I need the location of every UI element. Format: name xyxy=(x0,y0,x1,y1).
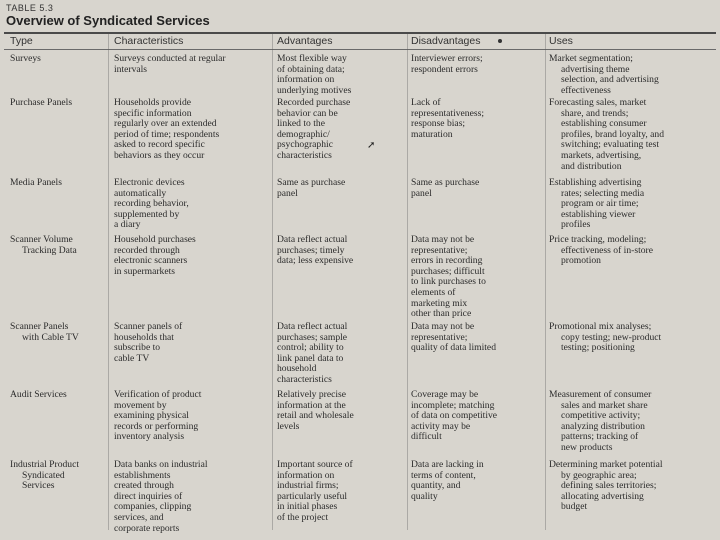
cell-line: Data may not be xyxy=(411,321,475,332)
cell-line: Services xyxy=(22,480,55,492)
cell-line: budget xyxy=(561,501,588,513)
cell-characteristics xyxy=(114,54,274,75)
header-uses: Uses xyxy=(549,35,573,47)
cell-line: Establishing advertising xyxy=(549,177,642,188)
cell-line: rates; selecting media xyxy=(561,187,645,199)
cell-line: effectiveness xyxy=(561,84,611,96)
column-divider xyxy=(108,34,109,530)
cell-line: Tracking Data xyxy=(22,244,77,256)
cell-uses xyxy=(549,390,715,454)
cell-line: representative; xyxy=(411,244,468,256)
cell-line: activity may be xyxy=(411,420,471,432)
cell-disadvantages xyxy=(411,322,541,354)
header-disadvantages xyxy=(411,35,502,47)
cell-line: markets, advertising, xyxy=(561,149,642,161)
column-divider xyxy=(545,34,546,530)
cell-line: behavior can be xyxy=(277,107,338,119)
cell-line: linked to the xyxy=(277,118,325,130)
cell-uses xyxy=(549,178,715,231)
cell-line: information on xyxy=(277,469,335,481)
cell-line: defining sales territories; xyxy=(561,480,657,492)
cell-line: purchases; timely xyxy=(277,244,345,256)
cell-type xyxy=(10,390,108,401)
table-label: TABLE 5.3 xyxy=(6,3,54,13)
cell-line: to link purchases to xyxy=(411,276,486,288)
cell-line: Data are lacking in xyxy=(411,459,484,470)
cell-line: analyzing distribution xyxy=(561,420,645,432)
cell-line: subscribe to xyxy=(114,342,161,354)
cell-line: switching; evaluating test xyxy=(561,139,660,151)
cell-line: corporate reports xyxy=(114,522,180,534)
cell-line: services, and xyxy=(114,511,164,523)
cell-line: companies, clipping xyxy=(114,501,192,513)
cell-line: quality of data limited xyxy=(411,342,496,354)
cell-type xyxy=(10,460,108,492)
cell-line: Households provide xyxy=(114,97,192,108)
cell-line: and distribution xyxy=(561,160,622,172)
cell-line: with Cable TV xyxy=(22,331,79,343)
cell-line: effectiveness of in-store xyxy=(561,244,653,256)
cell-line: Forecasting sales, market xyxy=(549,97,647,108)
cell-line: regularly over an extended xyxy=(114,118,217,130)
cell-line: household xyxy=(277,363,317,375)
cell-line: movement by xyxy=(114,399,167,411)
cell-advantages xyxy=(277,235,405,267)
cell-line: quantity, and xyxy=(411,480,461,492)
cell-disadvantages xyxy=(411,390,541,443)
cell-line: created through xyxy=(114,480,174,492)
cell-line: respondent errors xyxy=(411,63,478,75)
cell-line: Scanner panels of xyxy=(114,321,183,332)
cell-line: of the project xyxy=(277,511,329,523)
cell-type xyxy=(10,178,108,189)
cell-line: asked to record specific xyxy=(114,139,205,151)
cell-line: share, and trends; xyxy=(561,107,629,119)
cell-line: panel xyxy=(277,187,298,199)
cell-line: difficult xyxy=(411,431,442,443)
cell-line: records or performing xyxy=(114,420,199,432)
header-disadvantages-label: Disadvantages xyxy=(411,35,481,47)
cell-line: Most flexible way xyxy=(277,53,347,64)
cell-line: other than price xyxy=(411,308,472,320)
cell-characteristics xyxy=(114,390,274,443)
table-title: Overview of Syndicated Services xyxy=(6,13,210,28)
cell-line: advertising theme xyxy=(561,63,630,75)
cell-line: Data may not be xyxy=(411,234,475,245)
cell-line: establishing consumer xyxy=(561,118,647,130)
cell-line: characteristics xyxy=(277,149,332,161)
cell-line: underlying motives xyxy=(277,84,352,96)
cell-line: behaviors as they occur xyxy=(114,149,205,161)
cell-line: profiles, brand loyalty, and xyxy=(561,128,665,140)
cell-line: cable TV xyxy=(114,352,150,364)
bullet-dot-icon xyxy=(498,39,502,43)
cell-line: automatically xyxy=(114,187,167,199)
cell-type xyxy=(10,98,108,109)
cell-line: incomplete; matching xyxy=(411,399,495,411)
cell-line: Data banks on industrial xyxy=(114,459,208,470)
cell-line: Determining market potential xyxy=(549,459,663,470)
cell-characteristics xyxy=(114,322,274,364)
cell-line: Electronic devices xyxy=(114,177,185,188)
cell-line: period of time; respondents xyxy=(114,128,220,140)
cell-line: data; less expensive xyxy=(277,255,354,267)
cell-line: Scanner Volume xyxy=(10,234,73,245)
cell-line: industrial firms; xyxy=(277,480,339,492)
cell-line: Audit Services xyxy=(10,389,67,400)
cell-line: Purchase Panels xyxy=(10,97,73,108)
cell-line: intervals xyxy=(114,63,148,75)
cell-line: copy testing; new-product xyxy=(561,331,662,343)
cell-line: promotion xyxy=(561,255,601,267)
cell-line: inventory analysis xyxy=(114,431,185,443)
top-rule xyxy=(4,32,716,34)
cell-line: Interviewer errors; xyxy=(411,53,483,64)
cell-line: Coverage may be xyxy=(411,389,479,400)
header-advantages: Advantages xyxy=(277,35,333,47)
cell-uses xyxy=(549,460,715,513)
cell-advantages xyxy=(277,98,405,162)
cell-advantages xyxy=(277,54,405,96)
cell-line: Surveys xyxy=(10,53,41,64)
cell-line: Recorded purchase xyxy=(277,97,351,108)
cell-uses xyxy=(549,98,715,172)
cell-line: maturation xyxy=(411,128,453,140)
cell-uses xyxy=(549,322,715,354)
cell-line: sales and market share xyxy=(561,399,648,411)
cell-line: testing; positioning xyxy=(561,342,635,354)
cell-characteristics xyxy=(114,98,274,162)
header-type: Type xyxy=(10,35,33,47)
cell-line: Same as purchase xyxy=(277,177,346,188)
cell-line: Same as purchase xyxy=(411,177,480,188)
cell-line: purchases; difficult xyxy=(411,265,485,277)
cell-line: Industrial Product xyxy=(10,459,80,470)
cell-line: new products xyxy=(561,441,613,453)
cell-line: in initial phases xyxy=(277,501,338,513)
cell-line: recording behavior, xyxy=(114,198,189,210)
cell-line: characteristics xyxy=(277,373,332,385)
cell-line: examining physical xyxy=(114,410,189,422)
cell-line: direct inquiries of xyxy=(114,490,183,502)
cell-line: establishments xyxy=(114,469,171,481)
cell-line: retail and wholesale xyxy=(277,410,354,422)
cell-line: a diary xyxy=(114,219,141,231)
cell-line: Data reflect actual xyxy=(277,234,348,245)
header-rule xyxy=(4,49,716,50)
cell-disadvantages xyxy=(411,98,541,140)
cell-line: program or air time; xyxy=(561,198,639,210)
cell-line: supplemented by xyxy=(114,208,180,220)
cell-advantages xyxy=(277,390,405,432)
cell-line: particularly useful xyxy=(277,490,348,502)
cell-line: errors in recording xyxy=(411,255,483,267)
cell-line: Measurement of consumer xyxy=(549,389,652,400)
cell-disadvantages xyxy=(411,460,541,502)
cell-disadvantages xyxy=(411,54,541,75)
cell-line: Syndicated xyxy=(22,469,65,481)
cell-line: levels xyxy=(277,420,300,432)
cell-characteristics xyxy=(114,460,274,534)
cell-type xyxy=(10,322,108,343)
cell-line: information on xyxy=(277,74,335,86)
cell-line: specific information xyxy=(114,107,192,119)
cell-characteristics xyxy=(114,178,274,231)
cell-line: in supermarkets xyxy=(114,265,176,277)
cell-line: Relatively precise xyxy=(277,389,346,400)
cell-line: Lack of xyxy=(411,97,441,108)
cell-line: psychographic xyxy=(277,139,333,151)
cell-line: response bias; xyxy=(411,118,466,130)
cell-line: electronic scanners xyxy=(114,255,188,267)
cell-line: of obtaining data; xyxy=(277,63,345,75)
cell-uses xyxy=(549,235,715,267)
mouse-cursor-icon: ➚ xyxy=(367,140,376,151)
cell-line: Household purchases xyxy=(114,234,196,245)
cell-line: Important source of xyxy=(277,459,353,470)
header-characteristics: Characteristics xyxy=(114,35,184,47)
cell-advantages xyxy=(277,322,405,386)
cell-line: panel xyxy=(411,187,432,199)
cell-line: information at the xyxy=(277,399,346,411)
cell-line: terms of content, xyxy=(411,469,476,481)
cell-disadvantages xyxy=(411,235,541,320)
cell-line: Scanner Panels xyxy=(10,321,69,332)
cell-line: by geographic area; xyxy=(561,469,637,481)
cell-line: Media Panels xyxy=(10,177,62,188)
cell-uses xyxy=(549,54,715,96)
cell-line: control; ability to xyxy=(277,342,344,354)
cell-line: quality xyxy=(411,490,438,502)
cell-line: allocating advertising xyxy=(561,490,644,502)
cell-line: demographic/ xyxy=(277,128,330,140)
cell-line: of data on competitive xyxy=(411,410,498,422)
cell-line: households that xyxy=(114,331,174,343)
cell-line: elements of xyxy=(411,286,456,298)
cell-line: Verification of product xyxy=(114,389,202,400)
cell-line: Data reflect actual xyxy=(277,321,348,332)
cell-type xyxy=(10,54,108,65)
cell-line: link panel data to xyxy=(277,352,344,364)
cell-advantages xyxy=(277,178,405,199)
cell-line: Price tracking, modeling; xyxy=(549,234,647,245)
cell-line: Market segmentation; xyxy=(549,53,633,64)
column-divider xyxy=(407,34,408,530)
cell-line: representativeness; xyxy=(411,107,484,119)
cell-advantages xyxy=(277,460,405,524)
cell-line: recorded through xyxy=(114,244,180,256)
cell-line: patterns; tracking of xyxy=(561,431,639,443)
cell-line: purchases; sample xyxy=(277,331,348,343)
cell-line: Surveys conducted at regular xyxy=(114,53,226,64)
cell-type xyxy=(10,235,108,256)
cell-line: profiles xyxy=(561,219,591,231)
cell-line: selection, and advertising xyxy=(561,74,659,86)
cell-disadvantages xyxy=(411,178,541,199)
cell-line: marketing mix xyxy=(411,297,468,309)
cell-line: establishing viewer xyxy=(561,208,636,220)
cell-characteristics xyxy=(114,235,274,277)
cell-line: representative; xyxy=(411,331,468,343)
cell-line: Promotional mix analyses; xyxy=(549,321,652,332)
cell-line: competitive activity; xyxy=(561,410,641,422)
